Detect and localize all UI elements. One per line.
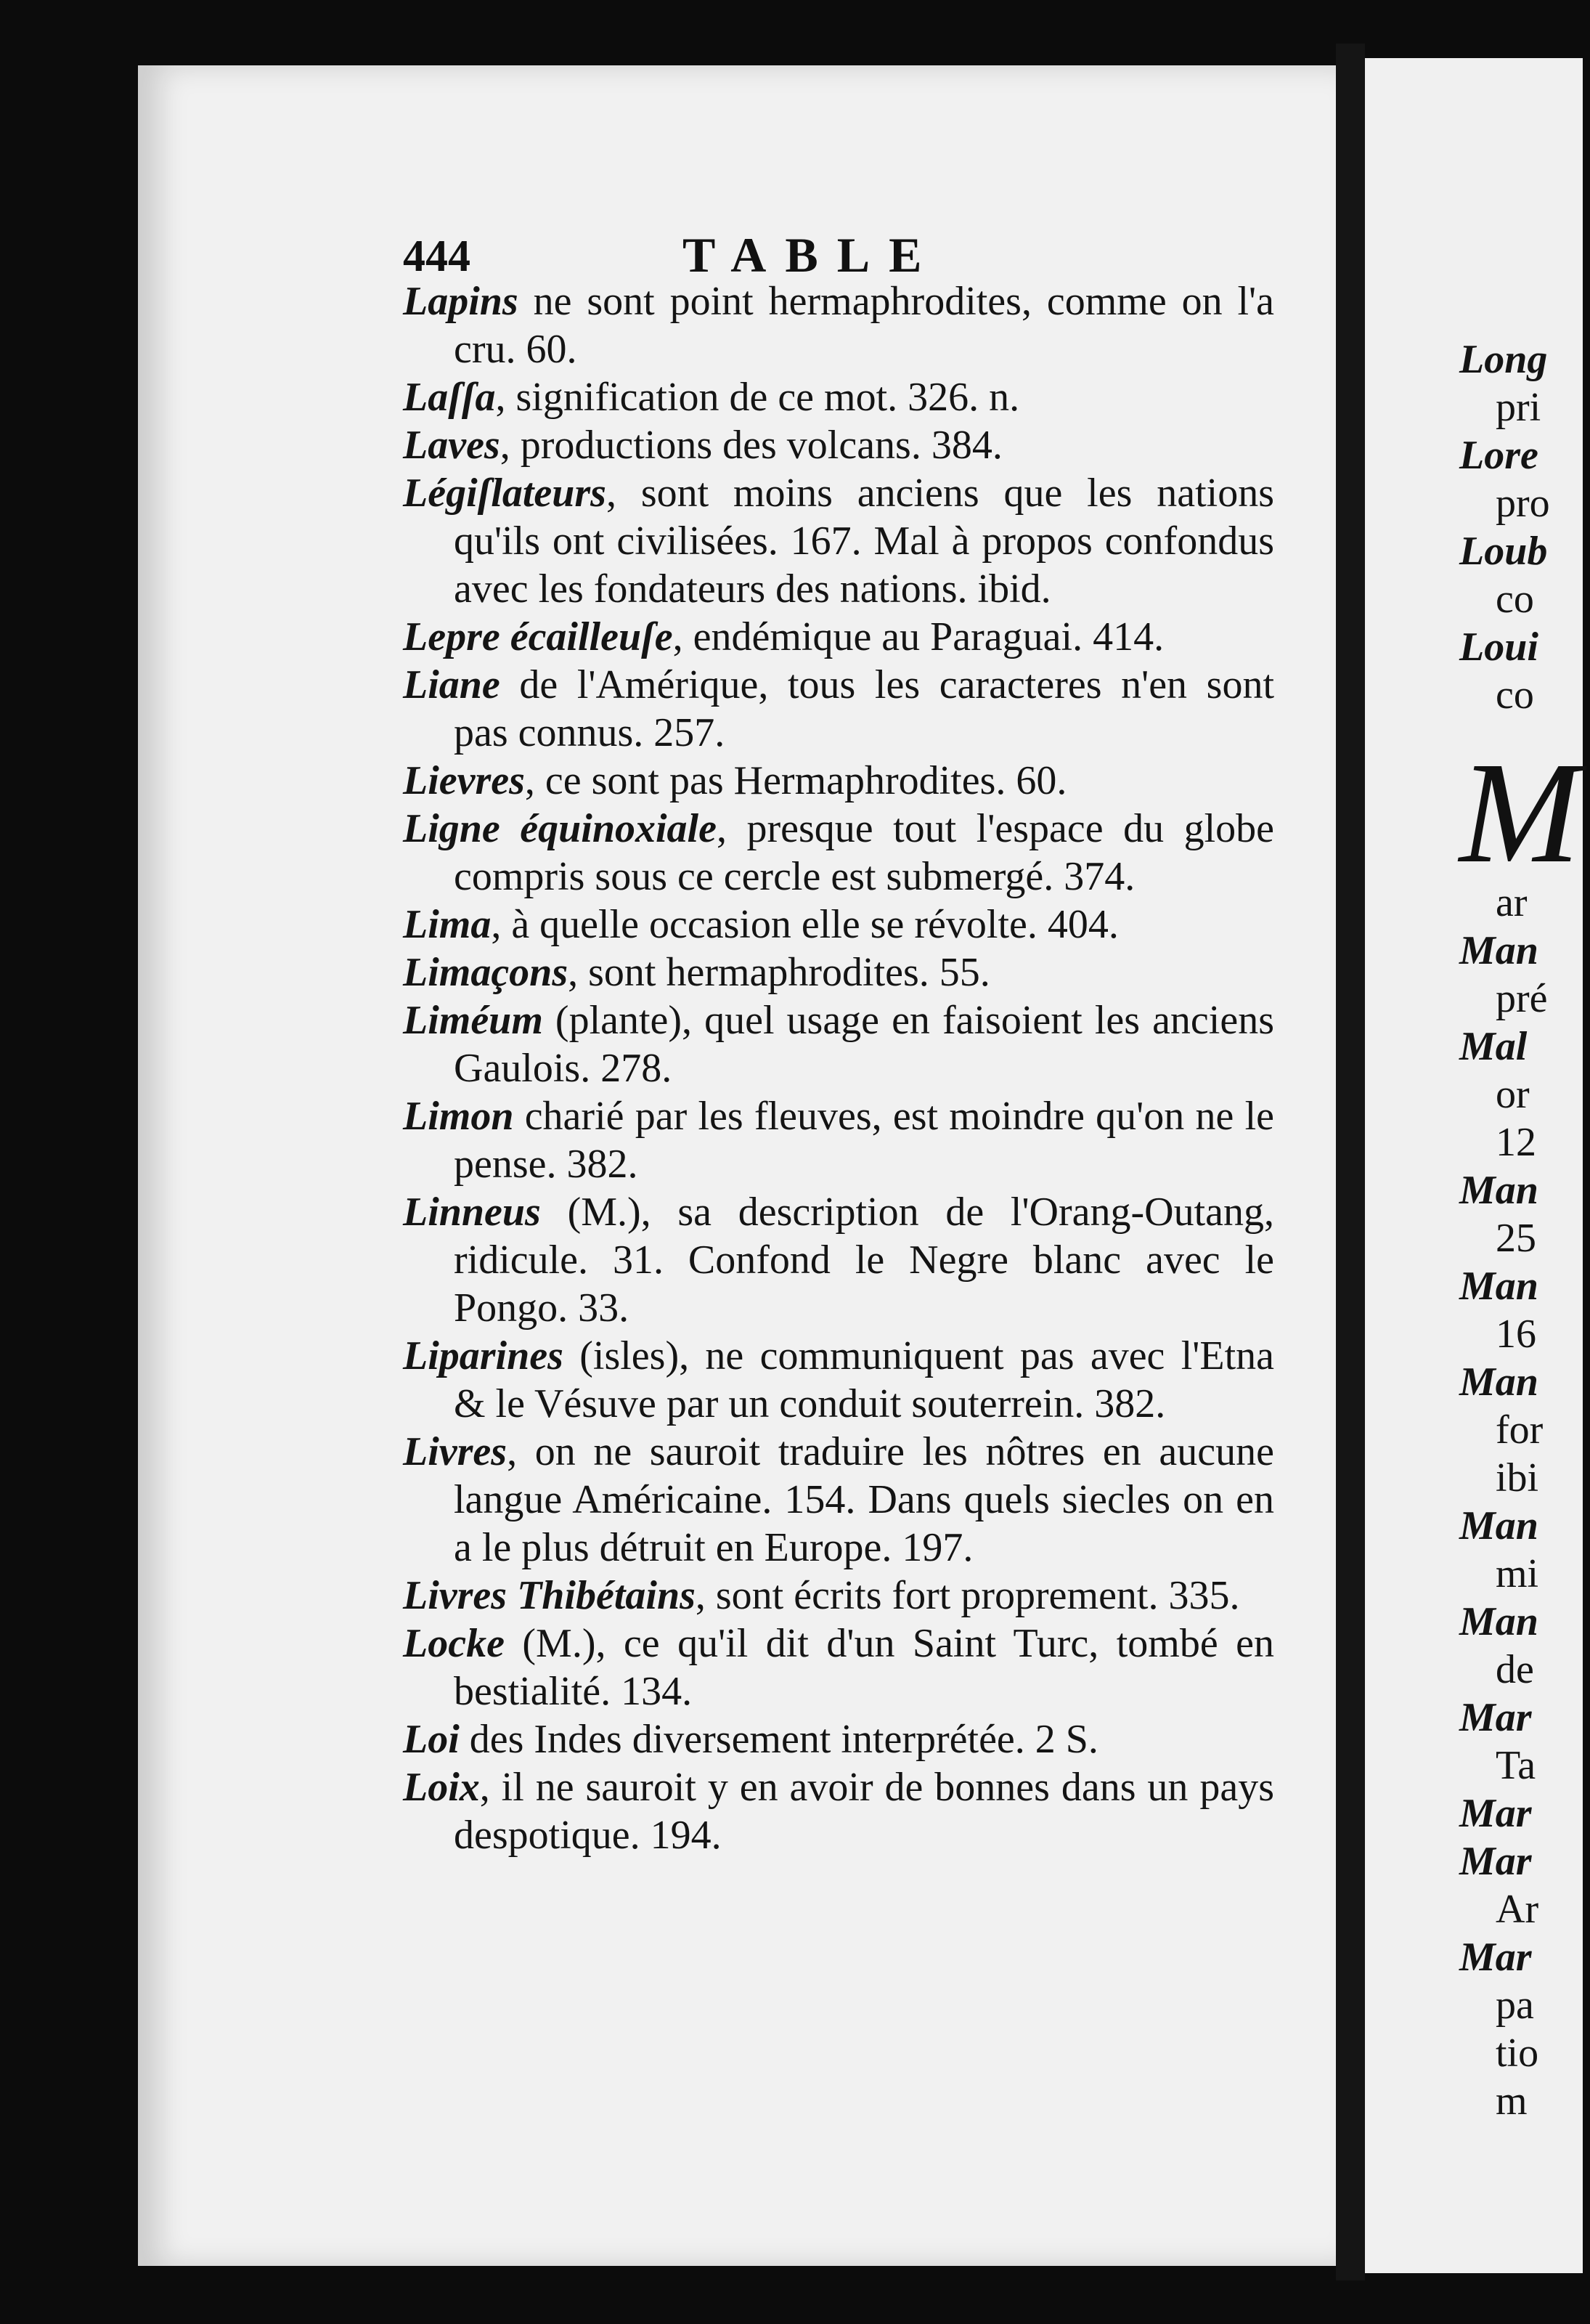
right-page-fragment: de [1496,1647,1534,1692]
right-page-line [1459,1885,1590,1933]
right-page-fragment: Man [1459,1360,1538,1405]
right-page-fragment: Ta [1496,1743,1536,1788]
index-entry [403,1428,1274,1572]
index-entry [403,1092,1274,1188]
right-page-line [1459,1789,1590,1837]
right-page-fragment: Lore [1459,433,1538,478]
right-page-fragment: Man [1459,1599,1538,1644]
right-page-fragment: ibi [1496,1455,1539,1500]
index-entry [403,996,1274,1092]
entry-headword: Locke [403,1621,505,1666]
right-page-fragment: Man [1459,1503,1538,1548]
right-page-line [1459,527,1590,575]
right-page-fragment: Mal [1459,1024,1528,1069]
entry-text: , sont écrits fort proprement. 335. [695,1573,1240,1618]
index-entry [403,1572,1274,1620]
index-entry [403,948,1274,996]
right-page-fragment: Mar [1459,1935,1532,1980]
right-page-line [1459,1358,1590,1406]
entry-headword: Limaçons [403,950,568,995]
right-page-fragment: 25 [1496,1216,1536,1261]
entry-headword: Liane [403,662,500,707]
right-page-entries [1459,336,1590,2125]
entry-text: des Indes diversement interprétée. 2 S. [459,1717,1098,1762]
index-entry [403,1188,1274,1332]
index-entry [403,1715,1274,1763]
right-page-fragment: or [1496,1072,1530,1117]
entry-headword: Limon [403,1094,514,1139]
entry-text: , à quelle occasion elle se révolte. 404. [491,902,1119,947]
index-entry [403,469,1274,613]
right-page-line [1459,1694,1590,1742]
entry-headword: Lapins [403,279,518,324]
right-page-fragment: pri [1496,385,1541,430]
entry-text: (M.), ce qu'il dit d'un Saint Turc, tombé en bestialité. 134. [454,1621,1274,1714]
right-page-fragment: Mar [1459,1791,1532,1836]
index-entry [403,757,1274,805]
entry-text: , on ne sauroit traduire les nôtres en aucune langue Américaine. 154. Dans quels siecles on en a le plus détruit en Europe. 197. [454,1429,1274,1570]
entry-headword: Légiſlateurs [403,471,606,516]
right-page-line [1459,1118,1590,1166]
entry-headword: Ligne équinoxiale [403,806,717,851]
right-page-line [1459,1406,1590,1454]
index-entry [403,613,1274,661]
entry-headword: Livres [403,1429,507,1474]
right-page-fragment: m [1496,2079,1528,2124]
right-page-line [1459,1742,1590,1789]
right-page-line [1459,927,1590,975]
index-entry [403,661,1274,757]
right-page-fragment: for [1496,1407,1544,1452]
right-page-fragment: Long [1459,337,1548,382]
right-page-line [1459,1310,1590,1358]
right-page-fragment: Ar [1496,1887,1539,1932]
right-page-line [1459,671,1590,719]
index-entry [403,805,1274,901]
entry-headword: Livres Thibétains [403,1573,696,1618]
right-page-line [1459,575,1590,623]
entry-headword: Loix [403,1765,480,1810]
index-entries [403,277,1274,1859]
right-page-fragment: Man [1459,1168,1538,1213]
entry-text: charié par les fleuves, est moindre qu'on ne le pense. 382. [454,1094,1274,1187]
entry-text: de l'Amérique, tous les caracteres n'en sont pas connus. 257. [454,662,1274,755]
right-page-line [1459,1502,1590,1550]
right-page-fragment: pa [1496,1983,1534,2028]
book-gutter [1336,44,1365,2280]
right-page-fragment: Mar [1459,1839,1532,1884]
right-page [1365,58,1583,2273]
entry-headword: Laves [403,423,500,468]
index-entry [403,1620,1274,1715]
entry-text: , il ne sauroit y en avoir de bonnes dans un pays despotique. 194. [454,1765,1274,1858]
entry-text: , endémique au Paraguai. 414. [672,614,1165,659]
page-number: 444 [403,232,470,281]
right-page-line [1459,1166,1590,1214]
index-entry [403,421,1274,469]
right-page-fragment: 16 [1496,1312,1536,1357]
right-page-fragment: tio [1496,2031,1539,2076]
right-page-fragment: Loui [1459,625,1538,670]
right-page-fragment: ar [1496,880,1528,925]
right-page-line [1459,1646,1590,1694]
entry-headword: Lima [403,902,492,947]
right-page-fragment: mi [1496,1551,1539,1596]
entry-headword: Linneus [403,1190,541,1235]
entry-text: (plante), quel usage en faisoient les anciens Gaulois. 278. [454,998,1274,1091]
right-page-fragment: co [1496,673,1534,718]
entry-text: , presque tout l'espace du globe compris sous ce cercle est submergé. 374. [454,806,1274,899]
running-title: TABLE [682,227,941,283]
entry-headword: Lepre écailleuſe [403,614,673,659]
right-page-fragment: Mar [1459,1695,1532,1740]
index-entry [403,1763,1274,1859]
right-page-line [1459,1550,1590,1598]
right-page-fragment: Loub [1459,529,1548,574]
entry-text: (M.), sa description de l'Orang-Outang, ridicule. 31. Confond le Negre blanc avec le Pongo. 33. [454,1190,1274,1330]
index-entry [403,901,1274,948]
entry-headword: Liméum [403,998,543,1043]
entry-text: ne sont point hermaphrodites, comme on l'a cru. 60. [454,279,1274,372]
section-letter: M [1459,733,1581,893]
right-page-fragment: pro [1496,481,1550,526]
right-page-fragment: 12 [1496,1120,1536,1165]
entry-text: , sont moins anciens que les nations qu'ils ont civilisées. 167. Mal à propos confondus avec les fondateurs des nations. ibid. [454,471,1274,612]
right-page-line [1459,336,1590,383]
right-page-line [1459,1214,1590,1262]
entry-text: , signification de ce mot. 326. n. [495,375,1020,420]
entry-text: , sont hermaphrodites. 55. [568,950,990,995]
right-page-line [1459,1933,1590,1981]
index-entry [403,1332,1274,1428]
right-page-fragment: Man [1459,1264,1538,1309]
right-page-line [1459,975,1590,1023]
entry-text: (isles), ne communiquent pas avec l'Etna & le Vésuve par un conduit souterrein. 382. [454,1333,1274,1426]
right-page-line [1459,2077,1590,2125]
right-page-line [1459,1454,1590,1502]
index-entry [403,373,1274,421]
entry-headword: Liparines [403,1333,563,1378]
right-page-line [1459,1837,1590,1885]
right-page-fragment: Man [1459,928,1538,973]
right-page-fragment: co [1496,577,1534,622]
right-page-line [1459,1070,1590,1118]
right-page-line [1459,623,1590,671]
entry-headword: Laſſa [403,375,496,420]
index-entry [403,277,1274,373]
right-page-line [1459,2029,1590,2077]
right-page-line [1459,383,1590,431]
right-page-line [1459,479,1590,527]
right-page-line [1459,1598,1590,1646]
right-page-fragment: pré [1496,976,1548,1021]
entry-text: , ce sont pas Hermaphrodites. 60. [524,758,1067,803]
right-page-line [1459,1981,1590,2029]
entry-headword: Loi [403,1717,460,1762]
right-page-line [1459,431,1590,479]
right-page-line [1459,1023,1590,1070]
entry-text: , productions des volcans. 384. [500,423,1003,468]
right-page-line [1459,1262,1590,1310]
entry-headword: Lievres [403,758,525,803]
